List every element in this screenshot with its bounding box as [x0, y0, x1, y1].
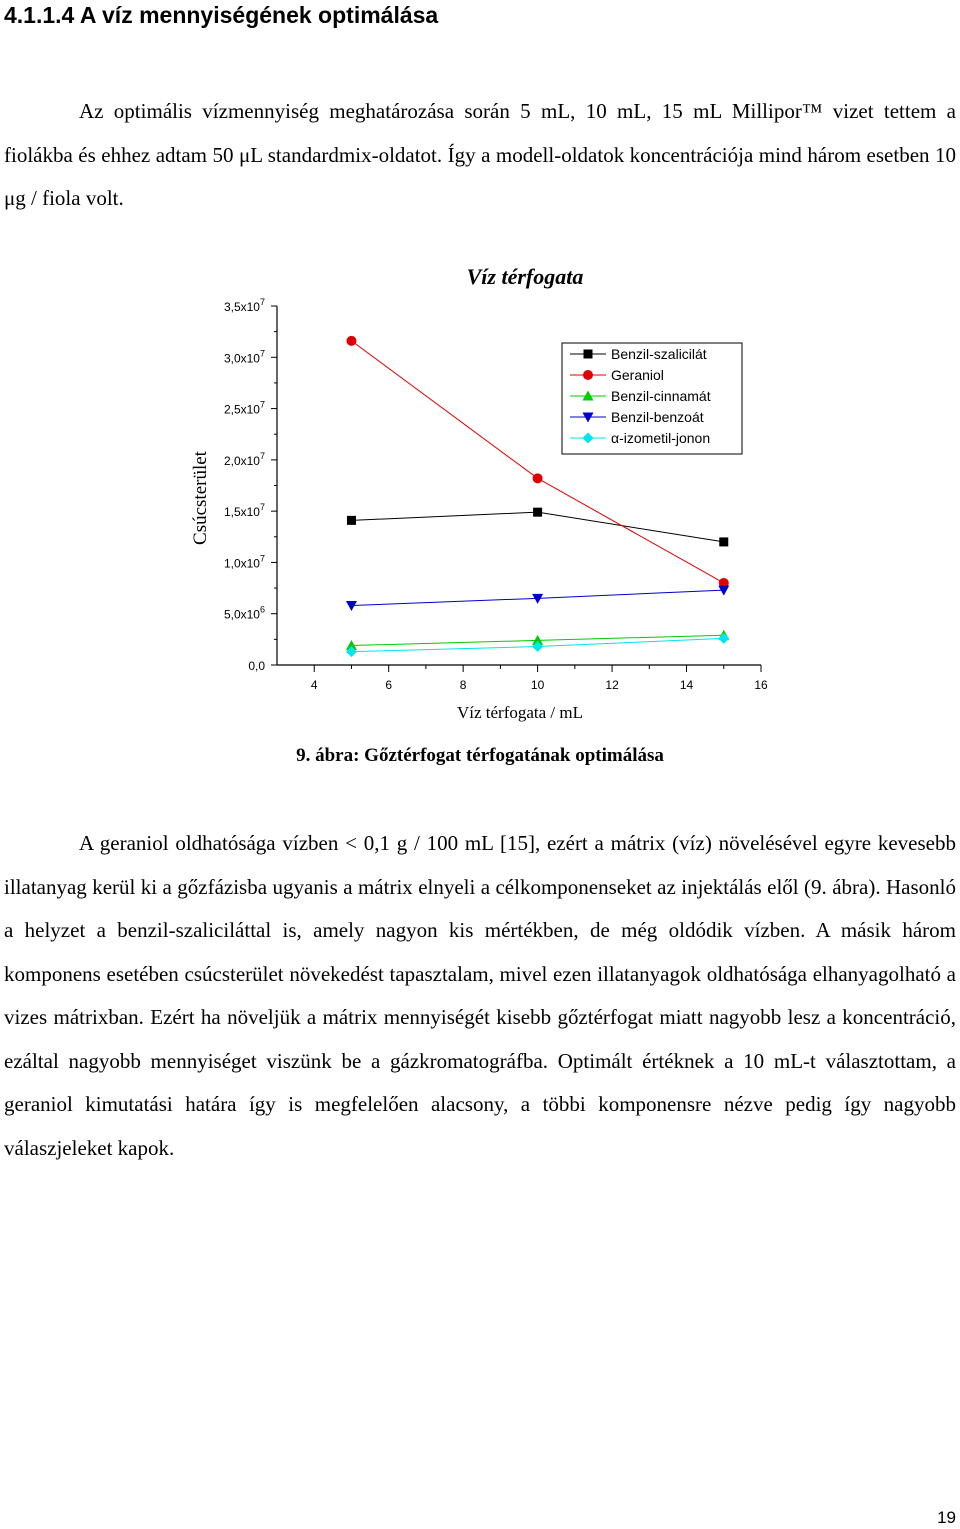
figure-caption: 9. ábra: Gőztérfogat térfogatának optimálása	[296, 745, 664, 766]
legend-label: Benzil-szalicilát	[611, 346, 707, 362]
peak-area-chart	[0, 250, 960, 730]
y-tick-label: $1,0x10^7$	[223, 553, 265, 571]
legend-label: Geraniol	[611, 367, 664, 383]
intro-paragraph: Az optimális vízmennyiség meghatározása során 5 mL, 10 mL, 15 mL Millipor™ vizet tettem a fiolákba és ehhez adtam 50 μL standardmix-oldatot. Így a modell-oldatok koncentrációja mind három esetben 10 μg / fiola volt.	[4, 99, 956, 210]
x-tick-label: 16	[754, 678, 768, 692]
body-paragraph: A geraniol oldhatósága vízben < 0,1 g / 100 mL [15], ezért a mátrix (víz) növelésével egyre kevesebb illatanyag kerül ki a gőzfázisba ugyanis a mátrix elnyeli a célkomponenseket az injektálás elől (9. ábra). Hasonló a helyzet a benzil-szaliciláttal is, amely nagyon kis mértékben, de még oldódik vízben. A másik három komponens esetében csúcsterület növekedést tapasztalam, mivel ezen illatanyagok oldhatósága elhanyagolható a vizes mátrixban. Ezért ha növeljük a mátrix mennyiségét kisebb gőztérfogat miatt nagyobb lesz a koncentráció, ezáltal nagyobb mennyiséget viszünk be a gázkromatográfba. Optimált értéknek a 10 mL-t választottam, a geraniol kimutatási határa így is megfelelően alacsony, a többi komponensre nézve pedig így nagyobb válaszjeleket kapok.	[4, 831, 956, 1160]
y-axis-ticks	[224, 297, 277, 673]
y-tick-label: 0,0	[248, 659, 265, 673]
legend-label: Benzil-cinnamát	[611, 388, 711, 404]
data-point-izometil-jonon	[718, 633, 729, 644]
x-tick-label: 8	[459, 678, 467, 692]
x-tick-label: 14	[679, 678, 694, 692]
data-point-benzil-szalicil-t	[533, 508, 542, 517]
page-number: 19	[937, 1508, 956, 1527]
y-tick-label: $5,0x10^6$	[223, 604, 265, 622]
data-point-benzil-szalicil-t	[719, 537, 728, 546]
legend-label: Benzil-benzoát	[611, 409, 704, 425]
legend-marker-geraniol	[583, 370, 593, 380]
y-tick-label: $1,5x10^7$	[223, 502, 265, 520]
chart-legend	[562, 343, 742, 454]
y-tick-label: $3,5x10^7$	[223, 297, 265, 314]
data-point-benzil-szalicil-t	[347, 516, 356, 525]
legend-marker-benzil-szalicil-t	[584, 350, 593, 359]
x-tick-label: 6	[385, 678, 393, 692]
x-axis-label: Víz térfogata / mL	[456, 703, 584, 722]
chart-title: Víz térfogata	[466, 264, 584, 289]
y-tick-label: $2,0x10^7$	[223, 450, 265, 468]
data-point-benzil-benzo-t	[346, 601, 357, 611]
x-tick-label: 4	[310, 678, 318, 692]
section-heading: 4.1.1.4 A víz mennyiségének optimálása	[4, 2, 439, 28]
y-tick-label: $3,0x10^7$	[223, 348, 265, 366]
legend-label: α-izometil-jonon	[611, 430, 711, 446]
x-tick-label: 10	[530, 678, 545, 692]
data-point-geraniol	[346, 336, 356, 346]
x-tick-label: 12	[605, 678, 619, 692]
y-axis-label: Csúcsterület	[190, 451, 211, 545]
x-axis-ticks	[311, 665, 768, 692]
data-point-geraniol	[533, 473, 543, 483]
y-tick-label: $2,5x10^7$	[223, 399, 265, 417]
